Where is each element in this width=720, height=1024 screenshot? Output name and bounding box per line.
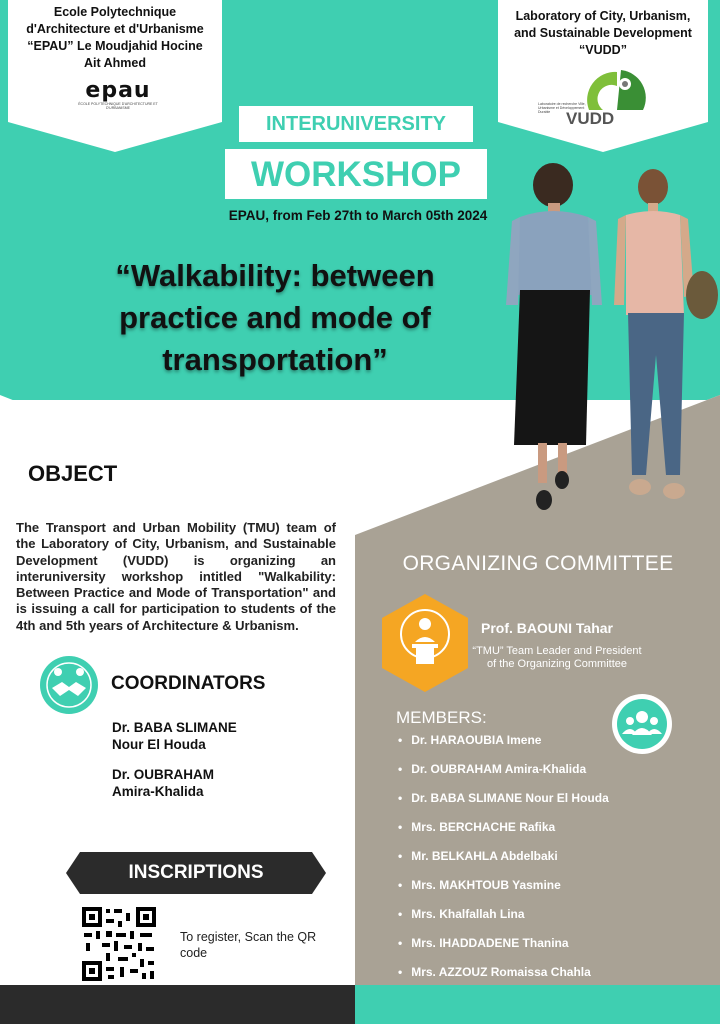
vudd-line-2: and Sustainable Development bbox=[514, 26, 692, 40]
member-7: • Mrs. Khalfallah Lina bbox=[398, 907, 525, 921]
vudd-logo-caption: Laboratoire de recherche Ville, Urbanisme et Développement Durable bbox=[538, 102, 586, 114]
coordinator-1 bbox=[112, 719, 237, 753]
committee-heading: ORGANIZING COMMITTEE bbox=[402, 552, 674, 575]
epau-line-4: Ait Ahmed bbox=[83, 56, 147, 70]
president-name: Prof. BAOUNI Tahar bbox=[481, 620, 613, 636]
vudd-line-1: Laboratory of City, Urbanism, bbox=[515, 9, 691, 23]
coordinator-2-title: Dr. OUBRAHAM bbox=[112, 767, 215, 782]
epau-line-2: d'Architecture et d'Urbanisme bbox=[26, 22, 204, 36]
vudd-header bbox=[498, 8, 708, 59]
coordinator-1-name: Nour El Houda bbox=[112, 737, 206, 752]
members-heading: MEMBERS: bbox=[396, 708, 487, 727]
coordinators-heading: COORDINATORS bbox=[111, 673, 266, 694]
handshake-icon bbox=[40, 656, 98, 714]
epau-header bbox=[8, 4, 222, 72]
workshop-theme-quote: “Walkability: between practice and mode of transportation” bbox=[115, 258, 435, 377]
workshop-dates: EPAU, from Feb 27th to March 05th 2024 bbox=[228, 208, 488, 223]
interuniversity-label: INTERUNIVERSITY bbox=[239, 106, 473, 142]
speaker-podium-icon bbox=[382, 594, 468, 692]
group-icon bbox=[612, 694, 672, 754]
workshop-title: WORKSHOP bbox=[225, 149, 487, 199]
member-3: • Dr. BABA SLIMANE Nour El Houda bbox=[398, 791, 609, 805]
walking-people-image bbox=[498, 155, 718, 515]
coordinator-2-name: Amira-Khalida bbox=[112, 784, 204, 799]
president-role: “TMU” Team Leader and President of the Organizing Committee bbox=[472, 645, 642, 670]
register-instructions: To register, Scan the QR code bbox=[180, 930, 317, 960]
object-heading: OBJECT bbox=[28, 461, 118, 486]
coordinators-icon bbox=[40, 656, 98, 714]
member-2: • Dr. OUBRAHAM Amira-Khalida bbox=[398, 762, 586, 776]
member-8: • Mrs. IHADDADENE Thanina bbox=[398, 936, 569, 950]
epau-logo bbox=[78, 80, 158, 110]
member-5: • Mr. BELKAHLA Abdelbaki bbox=[398, 849, 558, 863]
vudd-logo-text: VUDD bbox=[566, 109, 615, 128]
epau-logo-text: epau bbox=[85, 78, 151, 103]
epau-line-3: “EPAU” Le Moudjahid Hocine bbox=[27, 39, 203, 53]
epau-line-1: Ecole Polytechnique bbox=[53, 5, 177, 19]
member-1: • Dr. HARAOUBIA Imene bbox=[398, 733, 541, 747]
member-6: • Mrs. MAKHTOUB Yasmine bbox=[398, 878, 561, 892]
member-4: • Mrs. BERCHACHE Rafika bbox=[398, 820, 555, 834]
object-description: The Transport and Urban Mobility (TMU) team of the Laboratory of City, Urbanism, and Sustainable Development (VUDD) is organizing an interuniversity workshop intitled "Walkability: Between Practice and Mode of Transportation" and is issuing a call for participation to students of the 4th and 5th years of Architecture & Urbanism. bbox=[16, 520, 336, 633]
vudd-line-3: “VUDD” bbox=[579, 43, 627, 57]
member-9: • Mrs. AZZOUZ Romaissa Chahla bbox=[398, 965, 591, 979]
epau-logo-caption: ÉCOLE POLYTECHNIQUE D'ARCHITECTURE ET D'URBANISME bbox=[78, 102, 158, 110]
qr-code-icon[interactable] bbox=[80, 905, 158, 983]
inscriptions-heading: INSCRIPTIONS bbox=[128, 862, 264, 883]
people-group-icon bbox=[617, 699, 667, 749]
coordinator-2 bbox=[112, 766, 214, 800]
coordinator-1-title: Dr. BABA SLIMANE bbox=[112, 720, 237, 735]
